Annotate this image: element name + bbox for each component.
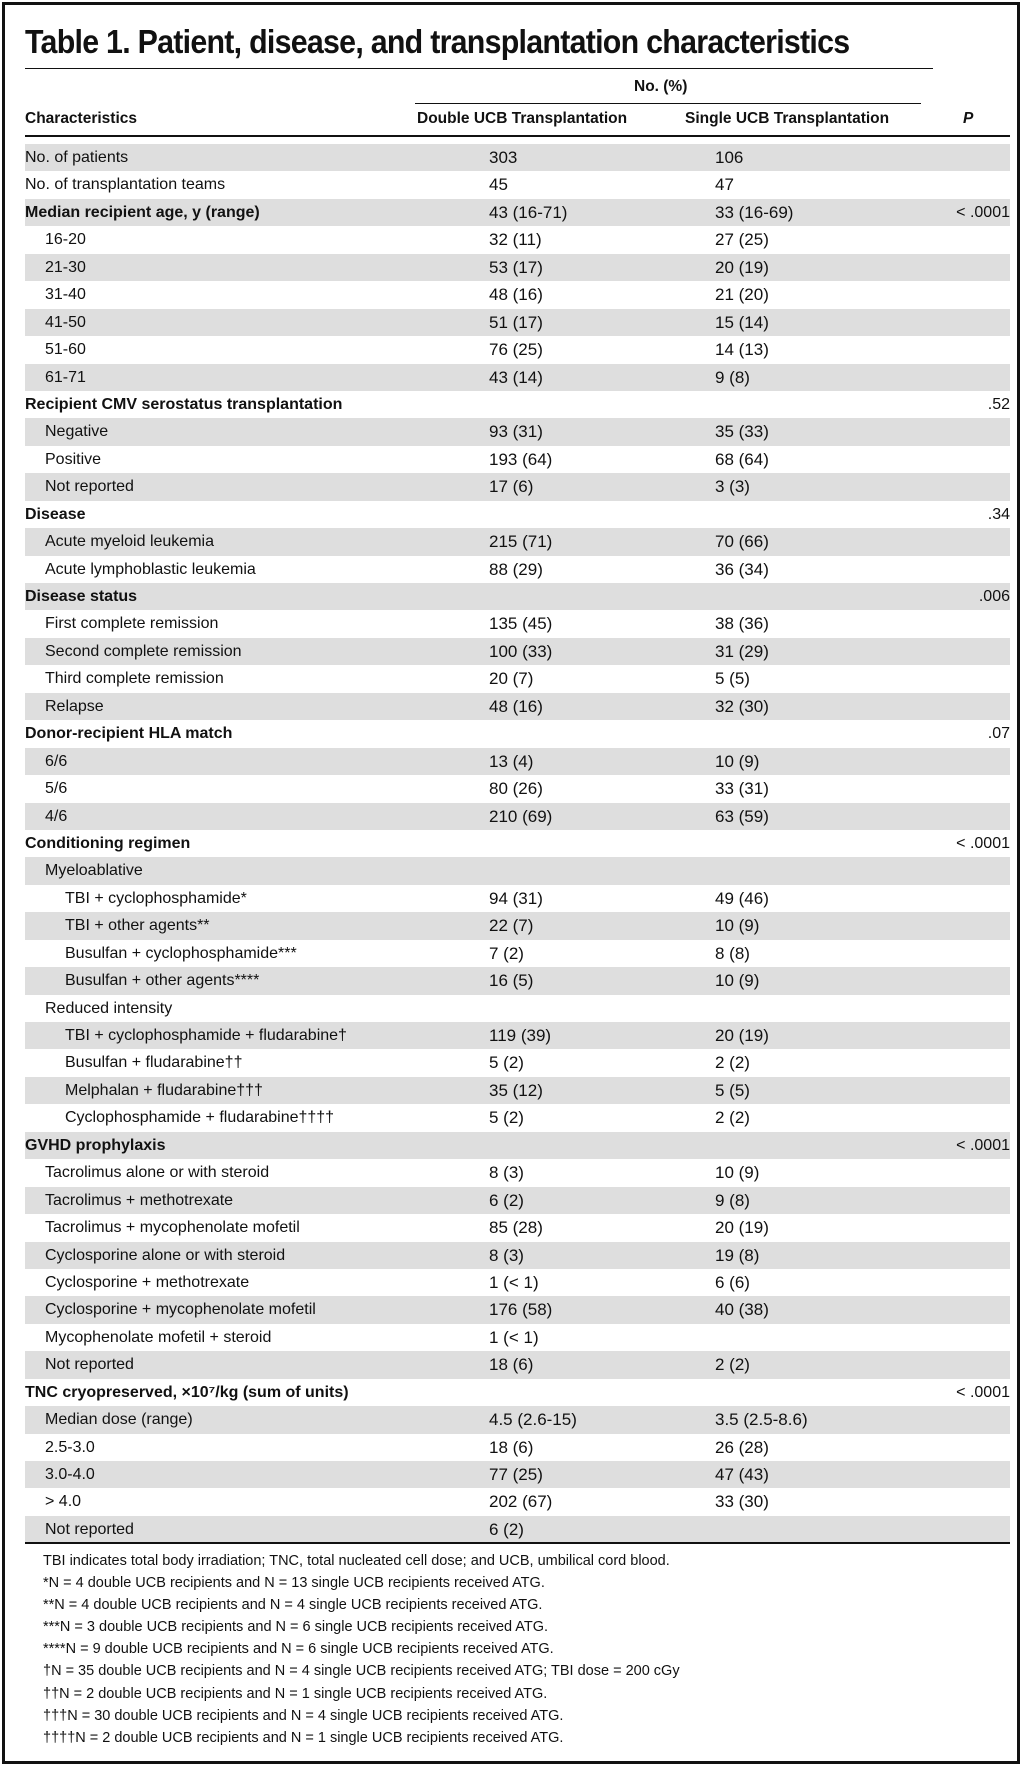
table-row (25, 364, 1010, 391)
row-label: Disease (25, 505, 86, 523)
row-label: Cyclophosphamide + fludarabine†††† (65, 1109, 335, 1127)
table-row (25, 857, 1010, 884)
row-label: Acute myeloid leukemia (45, 533, 214, 551)
row-label: Median dose (range) (45, 1411, 193, 1429)
row-label: Third complete remission (45, 670, 224, 688)
table-row (25, 1104, 1010, 1131)
table-row (25, 309, 1010, 336)
double-ucb-value: 176 (58) (489, 1300, 553, 1320)
table-row (25, 638, 1010, 665)
single-ucb-value: 47 (715, 175, 734, 195)
row-label: Cyclosporine + methotrexate (45, 1273, 250, 1291)
table-section-row (25, 1379, 1010, 1406)
row-label: Melphalan + fludarabine††† (65, 1081, 263, 1099)
p-value: .07 (987, 725, 1010, 743)
row-label: Acute lymphoblastic leukemia (45, 560, 256, 578)
single-ucb-value: 20 (19) (715, 1218, 769, 1238)
single-ucb-value: 8 (8) (715, 943, 750, 963)
p-value: .34 (987, 505, 1010, 523)
footnote: *N = 4 double UCB recipients and N = 13 single UCB recipients received ATG. (43, 1575, 545, 1592)
p-value: .006 (978, 588, 1010, 605)
single-ucb-value: 6 (6) (715, 1272, 750, 1292)
table-row (25, 1461, 1010, 1488)
single-ucb-value: 20 (19) (715, 1026, 769, 1045)
row-label: > 4.0 (45, 1493, 82, 1511)
row-label: Not reported (45, 478, 134, 496)
single-ucb-value: 15 (14) (715, 312, 769, 332)
row-label: 16-20 (45, 231, 86, 249)
single-ucb-value: 5 (5) (715, 1080, 750, 1100)
footnote: ***N = 3 double UCB recipients and N = 6 single UCB recipients received ATG. (43, 1619, 549, 1636)
double-ucb-value: 5 (2) (489, 1108, 524, 1128)
double-ucb-value: 210 (69) (489, 806, 553, 826)
single-ucb-value: 33 (30) (715, 1492, 769, 1512)
table-row (25, 1077, 1010, 1104)
row-label: Busulfan + cyclophosphamide*** (65, 944, 297, 962)
table-row (25, 1488, 1010, 1515)
double-ucb-value: 193 (64) (489, 449, 553, 469)
row-label: Conditioning regimen (25, 834, 191, 852)
double-ucb-value: 13 (4) (489, 751, 534, 771)
single-ucb-value: 40 (38) (715, 1300, 769, 1320)
table-row (25, 144, 1010, 171)
single-ucb-value: 63 (59) (715, 806, 769, 826)
single-ucb-value: 33 (31) (715, 779, 769, 799)
row-label: Busulfan + other agents**** (65, 972, 260, 990)
double-ucb-value: 6 (2) (489, 1519, 524, 1539)
table-section-row (25, 391, 1010, 418)
p-value: < .0001 (956, 1136, 1010, 1154)
single-ucb-value: 31 (29) (715, 641, 769, 661)
row-label: GVHD prophylaxis (25, 1136, 166, 1154)
double-ucb-value: 215 (71) (489, 532, 553, 552)
header-double-ucb: Double UCB Transplantation (417, 110, 628, 127)
row-label: Myeloablative (45, 862, 143, 880)
row-label: 4/6 (45, 807, 68, 825)
header-single-ucb: Single UCB Transplantation (685, 110, 890, 127)
double-ucb-value: 51 (17) (489, 312, 543, 332)
double-ucb-value: 8 (3) (489, 1245, 524, 1265)
table-row (25, 1434, 1010, 1461)
row-label: Second complete remission (45, 642, 242, 660)
double-ucb-value: 76 (25) (489, 340, 543, 360)
double-ucb-value: 94 (31) (489, 888, 543, 908)
p-value: < .0001 (956, 1383, 1010, 1401)
table-body (25, 144, 1010, 1543)
table-frame (2, 2, 1020, 1764)
title-rule (25, 68, 933, 69)
table-row (25, 885, 1010, 912)
table-row (25, 1022, 1010, 1049)
double-ucb-value: 77 (25) (489, 1465, 543, 1484)
single-ucb-value: 68 (64) (715, 449, 769, 469)
single-ucb-value: 3 (3) (715, 477, 750, 497)
row-label: TNC cryopreserved, ×10⁷/kg (sum of units) (25, 1383, 349, 1401)
double-ucb-value: 88 (29) (489, 559, 543, 579)
row-label: 5/6 (45, 780, 68, 798)
table-row (25, 1351, 1010, 1378)
table-row (25, 1242, 1010, 1269)
row-label: Not reported (45, 1520, 134, 1538)
single-ucb-value: 10 (9) (715, 916, 760, 936)
table-row (25, 610, 1010, 637)
table-row (25, 1324, 1010, 1351)
row-label: First complete remission (45, 615, 219, 633)
double-ucb-value: 5 (2) (489, 1053, 524, 1073)
row-label: Mycophenolate mofetil + steroid (45, 1328, 272, 1346)
row-label: Tacrolimus + mycophenolate mofetil (45, 1219, 300, 1237)
row-label: No. of transplantation teams (25, 176, 226, 194)
header-rule (25, 135, 1010, 137)
double-ucb-value: 43 (16-71) (489, 202, 568, 222)
footer-rule (25, 1542, 1010, 1544)
double-ucb-value: 17 (6) (489, 477, 534, 497)
double-ucb-value: 80 (26) (489, 779, 543, 799)
row-label: No. of patients (25, 149, 129, 166)
p-value: < .0001 (956, 834, 1010, 852)
row-label: Median recipient age, y (range) (25, 203, 260, 221)
single-ucb-value: 9 (8) (715, 367, 750, 387)
row-label: Negative (45, 423, 109, 441)
single-ucb-value: 36 (34) (715, 559, 769, 579)
double-ucb-value: 22 (7) (489, 916, 534, 936)
double-ucb-value: 1 (< 1) (489, 1327, 539, 1347)
single-ucb-value: 21 (20) (715, 285, 769, 305)
double-ucb-value: 119 (39) (489, 1026, 552, 1045)
single-ucb-value: 35 (33) (715, 422, 769, 442)
single-ucb-value: 49 (46) (715, 888, 769, 908)
table-section-row (25, 199, 1010, 226)
row-label: Tacrolimus + methotrexate (45, 1191, 234, 1209)
footnote: TBI indicates total body irradiation; TNC, total nucleated cell dose; and UCB, umbilical cord blood. (43, 1553, 670, 1569)
table-row (25, 1187, 1010, 1214)
single-ucb-value: 70 (66) (715, 532, 769, 552)
table-row (25, 1214, 1010, 1241)
double-ucb-value: 100 (33) (489, 641, 553, 661)
row-label: TBI + cyclophosphamide* (65, 889, 247, 907)
single-ucb-value: 9 (8) (715, 1190, 750, 1210)
row-label: Disease status (25, 588, 138, 605)
single-ucb-value: 3.5 (2.5-8.6) (715, 1410, 808, 1430)
footnote: ††††N = 2 double UCB recipients and N = 1 single UCB recipients received ATG. (43, 1729, 564, 1746)
table-row (25, 446, 1010, 473)
footnote: **N = 4 double UCB recipients and N = 4 single UCB recipients received ATG. (43, 1597, 543, 1614)
double-ucb-value: 303 (489, 148, 518, 167)
row-label: Donor-recipient HLA match (25, 725, 233, 743)
row-label: Busulfan + fludarabine†† (65, 1054, 243, 1072)
table-footnotes (43, 1550, 680, 1749)
single-ucb-value: 38 (36) (715, 614, 769, 634)
single-ucb-value: 47 (43) (715, 1465, 769, 1484)
table-row (25, 1049, 1010, 1076)
double-ucb-value: 20 (7) (489, 669, 534, 689)
single-ucb-value: 2 (2) (715, 1053, 750, 1073)
single-ucb-value: 20 (19) (715, 257, 769, 277)
double-ucb-value: 16 (5) (489, 971, 534, 991)
table-row (25, 1269, 1010, 1296)
row-label: 6/6 (45, 752, 68, 770)
footnote: ††N = 2 double UCB recipients and N = 1 single UCB recipients received ATG. (43, 1685, 548, 1702)
table-section-row (25, 720, 1010, 747)
table-row (25, 473, 1010, 500)
table-row (25, 967, 1010, 994)
row-label: TBI + cyclophosphamide + fludarabine† (65, 1027, 347, 1044)
double-ucb-value: 53 (17) (489, 257, 543, 277)
p-value: .52 (987, 395, 1010, 413)
double-ucb-value: 7 (2) (489, 943, 524, 963)
row-label: Not reported (45, 1356, 134, 1374)
row-label: 31-40 (45, 286, 86, 304)
double-ucb-value: 8 (3) (489, 1163, 524, 1183)
double-ucb-value: 6 (2) (489, 1190, 524, 1210)
table-row (25, 912, 1010, 939)
table-row (25, 748, 1010, 775)
table-row (25, 940, 1010, 967)
single-ucb-value: 33 (16-69) (715, 202, 794, 222)
row-label: Recipient CMV serostatus transplantation (25, 395, 343, 413)
single-ucb-value: 5 (5) (715, 669, 750, 689)
row-label: Reduced intensity (45, 999, 173, 1017)
header-p-value: P (963, 110, 974, 127)
double-ucb-value: 48 (16) (489, 285, 543, 305)
row-label: Tacrolimus alone or with steroid (45, 1164, 270, 1182)
table-row (25, 1406, 1010, 1433)
footnote: †††N = 30 double UCB recipients and N = 4 single UCB recipients received ATG. (43, 1707, 564, 1724)
table-row (25, 336, 1010, 363)
table-row (25, 995, 1010, 1022)
table-section-row (25, 583, 1010, 610)
single-ucb-value: 10 (9) (715, 971, 760, 991)
row-label: Cyclosporine alone or with steroid (45, 1246, 286, 1264)
table-row (25, 1296, 1010, 1323)
table-row (25, 665, 1010, 692)
row-label: TBI + other agents** (65, 917, 210, 935)
table-section-row (25, 501, 1010, 528)
row-label: 3.0-4.0 (45, 1466, 95, 1483)
double-ucb-value: 35 (12) (489, 1080, 543, 1100)
table-row (25, 226, 1010, 253)
single-ucb-value: 10 (9) (715, 751, 760, 771)
table-row (25, 281, 1010, 308)
double-ucb-value: 32 (11) (489, 230, 542, 250)
table-row (25, 775, 1010, 802)
double-ucb-value: 135 (45) (489, 614, 553, 634)
row-label: Relapse (45, 697, 104, 715)
header-group-label: No. (%) (634, 78, 688, 95)
table-row (25, 693, 1010, 720)
footnote: ****N = 9 double UCB recipients and N = 6 single UCB recipients received ATG. (43, 1641, 554, 1658)
double-ucb-value: 85 (28) (489, 1218, 543, 1238)
row-label: 21-30 (45, 258, 86, 276)
double-ucb-value: 45 (489, 175, 508, 195)
single-ucb-value: 32 (30) (715, 696, 769, 716)
double-ucb-value: 1 (< 1) (489, 1272, 539, 1292)
table-row (25, 803, 1010, 830)
table-row (25, 1159, 1010, 1186)
table-row (25, 556, 1010, 583)
row-label: 41-50 (45, 313, 86, 331)
double-ucb-value: 93 (31) (489, 422, 543, 442)
single-ucb-value: 106 (715, 148, 744, 167)
single-ucb-value: 14 (13) (715, 340, 769, 360)
row-label: Cyclosporine + mycophenolate mofetil (45, 1301, 316, 1319)
single-ucb-value: 2 (2) (715, 1108, 750, 1128)
header-characteristics: Characteristics (25, 110, 138, 127)
row-label: 61-71 (45, 368, 86, 386)
group-rule (415, 103, 921, 104)
single-ucb-value: 26 (28) (715, 1437, 769, 1457)
row-label: 2.5-3.0 (45, 1438, 95, 1456)
row-label: 51-60 (45, 341, 86, 359)
p-value: < .0001 (956, 203, 1010, 221)
table-title: Table 1. Patient, disease, and transplantation characteristics (25, 23, 850, 60)
single-ucb-value: 2 (2) (715, 1355, 750, 1375)
footnote: †N = 35 double UCB recipients and N = 4 single UCB recipients received ATG; TBI dose = 200 cGy (43, 1663, 680, 1680)
table-row (25, 528, 1010, 555)
table-section-row (25, 830, 1010, 857)
double-ucb-value: 202 (67) (489, 1492, 553, 1512)
table-row (25, 254, 1010, 281)
double-ucb-value: 48 (16) (489, 696, 543, 716)
double-ucb-value: 43 (14) (489, 367, 543, 387)
single-ucb-value: 10 (9) (715, 1163, 760, 1183)
double-ucb-value: 18 (6) (489, 1437, 534, 1457)
single-ucb-value: 19 (8) (715, 1245, 760, 1265)
row-label: Positive (45, 450, 102, 468)
double-ucb-value: 4.5 (2.6-15) (489, 1410, 577, 1430)
double-ucb-value: 18 (6) (489, 1355, 534, 1375)
table-row (25, 1516, 1010, 1543)
table-row (25, 418, 1010, 445)
single-ucb-value: 27 (25) (715, 230, 769, 250)
table-section-row (25, 1132, 1010, 1159)
table-row (25, 171, 1010, 198)
